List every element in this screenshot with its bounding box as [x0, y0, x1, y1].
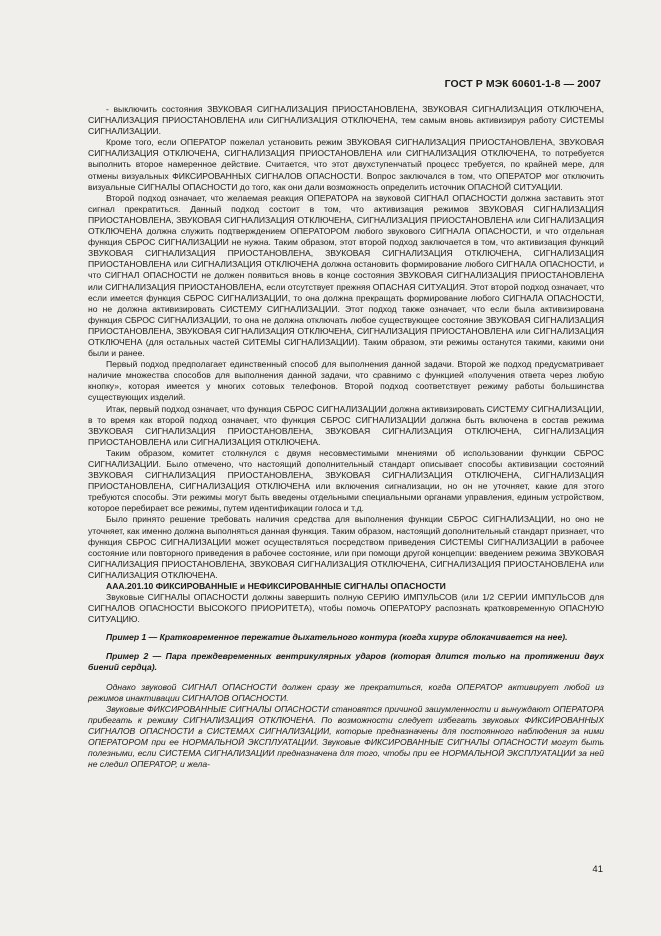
example-1: Пример 1 — Кратковременное пережатие дыхательного контура (когда хирург облокачивается на нее). [106, 632, 568, 643]
standard-header: ГОСТ Р МЭК 60601-1-8 — 2007 [444, 78, 601, 90]
italic-paragraph: Однако звуковой СИГНАЛ ОПАСНОСТИ должен сразу же прекратиться, когда ОПЕРАТОР активирует любой из режимов инактивации СИГНАЛОВ ОПАСНОСТИ. [88, 681, 604, 703]
page-number: 41 [592, 864, 603, 875]
example-2: Пример 2 — Пара преждевременных вентрикулярных ударов (которая длится только на протяжении двух биений сердца). [88, 650, 604, 672]
paragraph: - выключить состояния ЗВУКОВАЯ СИГНАЛИЗАЦИЯ ПРИОСТАНОВЛЕНА, ЗВУКОВАЯ СИГНАЛИЗАЦИЯ ОТКЛЮЧЕНА, СИГНАЛИЗАЦИЯ ПРИОСТАНОВЛЕНА или СИГНАЛИЗАЦИЯ ОТКЛЮЧЕНА, тем самым вновь активизируя работу СИСТЕМЫ СИГНАЛИЗАЦИИ. [88, 104, 604, 137]
italic-paragraph: Звуковые ФИКСИРОВАННЫЕ СИГНАЛЫ ОПАСНОСТИ становятся причиной зашумленности и вынуждают ОПЕРАТОРА прибегать к режиму СИГНАЛИЗАЦИЯ ОТКЛЮЧЕНА. По возможности следует избегать звуковых ФИКСИРОВАННЫХ СИГНАЛОВ ОПАСНОСТИ в СИСТЕМАХ СИГНАЛИЗАЦИИ, которые предназначены для постоянного наблюдения за ними ОПЕРАТОРОМ при ее НОРМАЛЬНОЙ ЭКСПЛУАТАЦИИ. Звуковые ФИКСИРОВАННЫЕ СИГНАЛЫ ОПАСНОСТИ могут быть полезными, если СИСТЕМА СИГНАЛИЗАЦИИ предназначена для того, чтобы при ее НОРМАЛЬНОЙ ЭКСПЛУАТАЦИИ за ней не следил ОПЕРАТОР, и жела- [88, 703, 604, 770]
section-heading: AAA.201.10 ФИКСИРОВАННЫЕ и НЕФИКСИРОВАННЫЕ СИГНАЛЫ ОПАСНОСТИ [106, 581, 446, 592]
paragraph: Итак, первый подход означает, что функция СБРОС СИГНАЛИЗАЦИИ должна активизировать СИСТЕМУ СИГНАЛИЗАЦИИ, в то время как второй подход означает, что функция СБРОС СИГНАЛИЗАЦИИ должна быть включена в состав режима ЗВУКОВАЯ СИГНАЛИЗАЦИЯ ПРИОСТАНОВЛЕНА, ЗВУКОВАЯ СИГНАЛИЗАЦИЯ ОТКЛЮЧЕНА, СИГНАЛИЗАЦИЯ ПРИОСТАНОВЛЕНА или СИГНАЛИЗАЦИЯ ОТКЛЮЧЕНА. [88, 403, 604, 447]
paragraph: Было принято решение требовать наличия средства для выполнения функции СБРОС СИГНАЛИЗАЦИИ, но оно не уточняет, как именно должна выполняться данная функция. Таким образом, настоящий дополнительный стандарт признает, что функция СБРОС СИГНАЛИЗАЦИИ может осуществляться посредством приведения СИСТЕМЫ СИГНАЛИЗАЦИИ в рабочее состояние или повторного приведения в рабочее состояние, или при помощи другой концепции: введением режима ЗВУКОВАЯ СИГНАЛИЗАЦИЯ ПРИОСТАНОВЛЕНА, ЗВУКОВАЯ СИГНАЛИЗАЦИЯ ОТКЛЮЧЕНА, СИГНАЛИЗАЦИЯ ПРИОСТАНОВЛЕНА или СИГНАЛИЗАЦИЯ ОТКЛЮЧЕНА. [88, 514, 604, 580]
paragraph: Второй подход означает, что желаемая реакция ОПЕРАТОРА на звуковой СИГНАЛ ОПАСНОСТИ должна заставить этот сигнал прекратиться. Данный подход состоит в том, что активизация режимов ЗВУКОВАЯ СИГНАЛИЗАЦИЯ ПРИОСТАНОВЛЕНА, ЗВУКОВАЯ СИГНАЛИЗАЦИЯ ОТКЛЮЧЕНА, СИГНАЛИЗАЦИЯ ПРИОСТАНОВЛЕНА или СИГНАЛИЗАЦИЯ ОТКЛЮЧЕНА должна служить подтверждением ОПЕРАТОРОМ любого звукового СИГНАЛА ОПАСНОСТИ, и что отдельная функция СБРОС СИГНАЛИЗАЦИИ не нужна. Таким образом, этот второй подход заключается в том, что активизация функций ЗВУКОВАЯ СИГНАЛИЗАЦИЯ ПРИОСТАНОВЛЕНА, ЗВУКОВАЯ СИГНАЛИЗАЦИЯ ОТКЛЮЧЕНА, СИГНАЛИЗАЦИЯ ПРИОСТАНОВЛЕНА или СИГНАЛИЗАЦИЯ ОТКЛЮЧЕНА должна остановить формирование любого СИГНАЛА ОПАСНОСТИ, и что СИГНАЛ ОПАСНОСТИ не должен появиться вновь в конце состояния ЗВУКОВАЯ СИГНАЛИЗАЦИЯ ПРИОСТАНОВЛЕНА или СИГНАЛИЗАЦИЯ ПРИОСТАНОВЛЕНА, если отсутствует прежняя ОПАСНАЯ СИТУАЦИЯ. Этот второй подход означает, что если имеется функция СБРОС СИГНАЛИЗАЦИИ, то она должна прекращать формирование любого СИГНАЛА ОПАСНОСТИ, но не должна активизировать СИСТЕМУ СИГНАЛИЗАЦИИ. Этот подход также означает, что если была активизирована функция СБРОС СИГНАЛИЗАЦИИ, то она не должна отключать любое существующее состояние ЗВУКОВАЯ СИГНАЛИЗАЦИЯ ПРИОСТАНОВЛЕНА, ЗВУКОВАЯ СИГНАЛИЗАЦИЯ ОТКЛЮЧЕНА, СИГНАЛИЗАЦИЯ ПРИОСТАНОВЛЕНА или СИГНАЛИЗАЦИЯ ОТКЛЮЧЕНА (для остальных частей СИТЕМЫ СИГНАЛИЗАЦИИ). Таким образом, эти режимы останутся такими, какими они были и ранее. [88, 192, 604, 359]
document-body [88, 104, 604, 770]
paragraph: Звуковые СИГНАЛЫ ОПАСНОСТИ должны завершить полную СЕРИЮ ИМПУЛЬСОВ (или 1/2 СЕРИИ ИМПУЛЬСОВ для СИГНАЛОВ ОПАСНОСТИ ВЫСОКОГО ПРИОРИТЕТА), чтобы помочь ОПЕРАТОРУ распознать кратковременную ОПАСНУЮ СИТУАЦИЮ. [88, 592, 604, 625]
paragraph: Таким образом, комитет столкнулся с двумя несовместимыми мнениями об использовании функции СБРОС СИГНАЛИЗАЦИИ. Было отмечено, что настоящий дополнительный стандарт описывает способы активизации состояний ЗВУКОВАЯ СИГНАЛИЗАЦИЯ ПРИОСТАНОВЛЕНА, ЗВУКОВАЯ СИГНАЛИЗАЦИЯ ОТКЛЮЧЕНА, СИГНАЛИЗАЦИЯ ПРИОСТАНОВЛЕНА, СИГНАЛИЗАЦИЯ ОТКЛЮЧЕНА или включения сигнализации, но он не уточняет, какие для этого требуются способы. Эти режимы могут быть введены отдельными специальными органами управления, единым устройством, которое перебирает все режимы, путем идентификации голоса и т.д. [88, 447, 604, 514]
paragraph: Первый подход предполагает единственный способ для выполнения данной задачи. Второй же подход предусматривает наличие множества способов для выполнения данной задачи, что сравнимо с функцией «получения ответа через любую кнопку», которая имеется у многих сотовых телефонов. Второй подход соответствует режиму работы большинства существующих изделий. [88, 359, 604, 403]
paragraph: Кроме того, если ОПЕРАТОР пожелал установить режим ЗВУКОВАЯ СИГНАЛИЗАЦИЯ ПРИОСТАНОВЛЕНА, ЗВУКОВАЯ СИГНАЛИЗАЦИЯ ОТКЛЮЧЕНА, СИГНАЛИЗАЦИЯ ПРИОСТАНОВЛЕНА или СИГНАЛИЗАЦИЯ ОТКЛЮЧЕНА, то потребуется выполнить второе намеренное действие. Считается, что этот двухступенчатый процесс требуется, по крайней мере, для отмены визуальных ФИКСИРОВАННЫХ СИГНАЛОВ ОПАСНОСТИ. Вопрос заключался в том, что ОПЕРАТОР мог отключить визуальные СИГНАЛЫ ОПАСНОСТИ до того, как они дали возможность определить источник ОПАСНОЙ СИТУАЦИИ. [88, 137, 604, 192]
